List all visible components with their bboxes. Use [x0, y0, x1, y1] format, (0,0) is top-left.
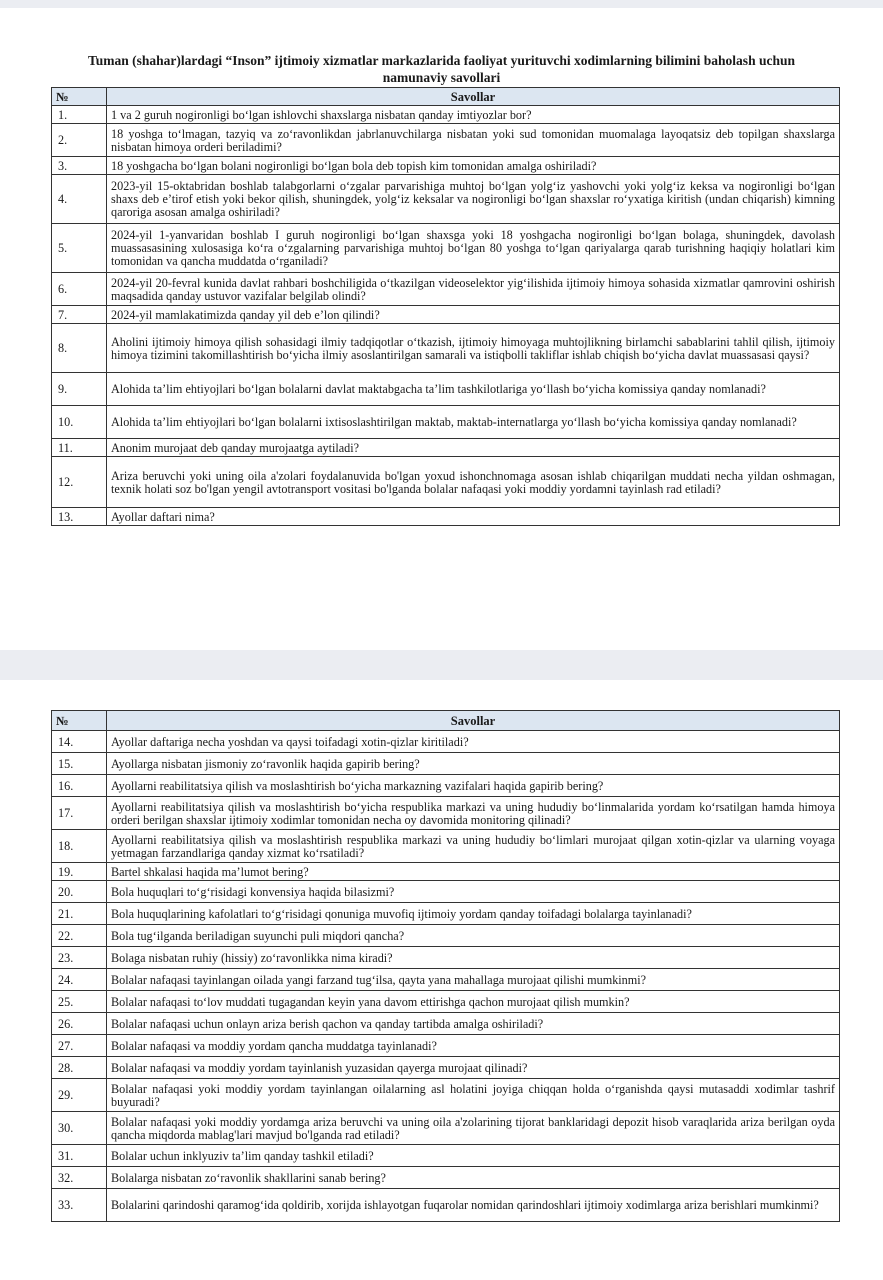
question-number: 19.: [52, 863, 107, 881]
question-number: 22.: [52, 925, 107, 947]
question-number: 24.: [52, 969, 107, 991]
question-number: 9.: [52, 373, 107, 406]
question-text: Bolalar nafaqasi uchun onlayn ariza berish qachon va qanday tartibda amalga oshiriladi?: [107, 1013, 840, 1035]
question-number: 16.: [52, 775, 107, 797]
question-number: 15.: [52, 753, 107, 775]
table-row: [52, 373, 840, 406]
question-text: Ayollarni reabilitatsiya qilish va moslashtirish respublika markazi va uning hududiy bo‘limlari murojaat qilgan xotin-qizlar va ularning voyaga yetmagan farzandlariga qanday xizmat ko‘rsatiladi?: [107, 830, 840, 863]
question-text: 1 va 2 guruh nogironligi bo‘lgan ishlovchi shaxslarga nisbatan qanday imtiyozlar bor?: [107, 106, 840, 124]
question-number: 29.: [52, 1079, 107, 1112]
question-text: Bola huquqlarining kafolatlari to‘g‘risidagi qonuniga muvofiq ijtimoiy yordam qanday toifadagi bolalarga tayinlanadi?: [107, 903, 840, 925]
table-body-1: [52, 106, 840, 526]
question-text: Ariza beruvchi yoki uning oila a'zolari foydalanuvida bo'lgan yoxud ishonchnomaga asosan ishlab chiqarilgan muddati necha yildan oshmagan, texnik holati soz bo'lgan yengil avtotransport vositasi bo'lganda bolalar nafaqasi yoki moddiy yordamni tayinlash rad etiladi?: [107, 457, 840, 508]
question-text: Bolalarini qarindoshi qaramog‘ida qoldirib, xorijda ishlayotgan fuqarolar nomidan qarindoshlari ijtimoiy xodimlarga ariza berishlari mumkinmi?: [107, 1189, 840, 1222]
table-row: [52, 753, 840, 775]
table-row: [52, 947, 840, 969]
table-row: [52, 1035, 840, 1057]
table-row: [52, 508, 840, 526]
question-number: 25.: [52, 991, 107, 1013]
question-number: 3.: [52, 157, 107, 175]
question-text: Alohida ta’lim ehtiyojlari bo‘lgan bolalarni davlat maktabgacha ta’lim tashkilotlariga yo‘llash bo‘yicha komissiya qanday nomlanadi?: [107, 373, 840, 406]
table-row: [52, 881, 840, 903]
table-row: [52, 830, 840, 863]
question-number: 8.: [52, 324, 107, 373]
question-text: 2024-yil mamlakatimizda qanday yil deb e’lon qilindi?: [107, 306, 840, 324]
question-number: 4.: [52, 175, 107, 224]
header-questions: Savollar: [107, 88, 840, 106]
table-row: [52, 457, 840, 508]
table-row: [52, 224, 840, 273]
question-text: Ayollar daftari nima?: [107, 508, 840, 526]
question-text: Bolalar uchun inklyuziv ta’lim qanday tashkil etiladi?: [107, 1145, 840, 1167]
question-number: 14.: [52, 731, 107, 753]
table-header-row: [52, 88, 840, 106]
question-text: Bolaga nisbatan ruhiy (hissiy) zo‘ravonlikka nima kiradi?: [107, 947, 840, 969]
table-row: [52, 863, 840, 881]
table-row: [52, 306, 840, 324]
table-row: [52, 775, 840, 797]
question-number: 5.: [52, 224, 107, 273]
question-number: 2.: [52, 124, 107, 157]
table-header-row: [52, 711, 840, 731]
question-number: 1.: [52, 106, 107, 124]
question-number: 27.: [52, 1035, 107, 1057]
questions-table-1: [51, 87, 840, 526]
question-text: Bolalar nafaqasi va moddiy yordam qancha muddatga tayinlanadi?: [107, 1035, 840, 1057]
question-text: Bartel shkalasi haqida ma’lumot bering?: [107, 863, 840, 881]
table-row: [52, 124, 840, 157]
question-number: 31.: [52, 1145, 107, 1167]
question-text: 18 yoshga to‘lmagan, tazyiq va zo‘ravonlikdan jabrlanuvchilarga nisbatan yoki sud tomonidan muomalaga layoqatsiz deb topilgan shaxslarga nisbatan himoya orderi beriladimi?: [107, 124, 840, 157]
table-row: [52, 324, 840, 373]
question-number: 20.: [52, 881, 107, 903]
header-number: №: [52, 88, 107, 106]
question-number: 10.: [52, 406, 107, 439]
table-row: [52, 439, 840, 457]
question-text: Bola tug‘ilganda beriladigan suyunchi puli miqdori qancha?: [107, 925, 840, 947]
header-number: №: [52, 711, 107, 731]
document-page-1: [0, 8, 883, 650]
question-text: Ayollarni reabilitatsiya qilish va moslashtirish bo‘yicha respublika markazi va uning hududiy bo‘linmalarida yordam ko‘rsatilgan hamda himoya orderi berilgan shaxslar ijtimoiy xodimlar tomonidan necha oy davomida monitoring qilinadi?: [107, 797, 840, 830]
table-row: [52, 731, 840, 753]
question-text: Bolalar nafaqasi yoki moddiy yordam tayinlangan oilalarning asl holatini joyiga chiqqan holda o‘rganishda qaysi mutasaddi xodimlar tashrif buyuradi?: [107, 1079, 840, 1112]
table-row: [52, 1112, 840, 1145]
document-page-2: [0, 680, 883, 1280]
question-number: 17.: [52, 797, 107, 830]
table-row: [52, 903, 840, 925]
question-number: 33.: [52, 1189, 107, 1222]
table-row: [52, 106, 840, 124]
table-row: [52, 273, 840, 306]
table-row: [52, 1145, 840, 1167]
question-number: 11.: [52, 439, 107, 457]
question-text: Ayollarga nisbatan jismoniy zo‘ravonlik haqida gapirib bering?: [107, 753, 840, 775]
question-text: 2024-yil 1-yanvaridan boshlab I guruh nogironligi bo‘lgan shaxsga yoki 18 yoshgacha nogironligi bo‘lgan bolaga, shuningdek, davolash muassasasining xulosasiga ko‘ra o‘zgalarning parvarishiga muhtoj bo‘lgan 80 yoshga to‘lgan qariyalarga qarab turishning haqiqiy holatlari kim tomonidan va qancha muddatda o‘rganiladi?: [107, 224, 840, 273]
question-text: Bolalar nafaqasi to‘lov muddati tugagandan keyin yana davom ettirishga qachon murojaat qilish mumkin?: [107, 991, 840, 1013]
question-text: Aholini ijtimoiy himoya qilish sohasidagi ilmiy tadqiqotlar o‘tkazish, ijtimoiy himoyaga muhtojlikning birlamchi sabablarini tahlil qilish, ijtimoiy himoya tizimini takomillashtirish bo‘yicha ilmiy asoslantirilgan samarali va istiqbolli takliflar ishlab chiqish bo‘yicha davlat muassasasi qaysi?: [107, 324, 840, 373]
question-text: Bolalar nafaqasi tayinlangan oilada yangi farzand tug‘ilsa, qayta yana mahallaga murojaat qilishi mumkinmi?: [107, 969, 840, 991]
question-text: Bolalar nafaqasi va moddiy yordam tayinlanish yuzasidan qayerga murojaat qilinadi?: [107, 1057, 840, 1079]
question-number: 6.: [52, 273, 107, 306]
table-body-2: [52, 731, 840, 1222]
question-number: 13.: [52, 508, 107, 526]
question-text: Ayollarni reabilitatsiya qilish va moslashtirish bo‘yicha markazning vazifalari haqida gapirib bering?: [107, 775, 840, 797]
table-row: [52, 1079, 840, 1112]
question-number: 30.: [52, 1112, 107, 1145]
question-text: 18 yoshgacha bo‘lgan bolani nogironligi bo‘lgan bola deb topish kim tomonidan amalga oshiriladi?: [107, 157, 840, 175]
question-text: Bolalarga nisbatan zo‘ravonlik shakllarini sanab bering?: [107, 1167, 840, 1189]
question-text: Anonim murojaat deb qanday murojaatga aytiladi?: [107, 439, 840, 457]
header-questions: Savollar: [107, 711, 840, 731]
table-row: [52, 406, 840, 439]
table-row: [52, 157, 840, 175]
document-title: Tuman (shahar)lardagi “Inson” ijtimoiy xizmatlar markazlarida faoliyat yurituvchi xodimlarning bilimini baholash uchun namunaviy savollari: [88, 53, 795, 85]
question-number: 18.: [52, 830, 107, 863]
questions-table-2: [51, 710, 840, 1222]
table-row: [52, 925, 840, 947]
table-row: [52, 797, 840, 830]
question-number: 26.: [52, 1013, 107, 1035]
question-number: 12.: [52, 457, 107, 508]
table-row: [52, 1013, 840, 1035]
question-number: 7.: [52, 306, 107, 324]
question-text: 2024-yil 20-fevral kunida davlat rahbari boshchiligida o‘tkazilgan videoselektor yig‘ilishida ijtimoiy himoya sohasida xizmatlar qamrovini oshirish maqsadida qanday ustuvor vazifalar belgilab olindi?: [107, 273, 840, 306]
question-number: 21.: [52, 903, 107, 925]
table-row: [52, 1057, 840, 1079]
question-text: Bola huquqlari to‘g‘risidagi konvensiya haqida bilasizmi?: [107, 881, 840, 903]
table-row: [52, 1167, 840, 1189]
question-number: 32.: [52, 1167, 107, 1189]
table-row: [52, 1189, 840, 1222]
question-number: 28.: [52, 1057, 107, 1079]
question-text: Bolalar nafaqasi yoki moddiy yordamga ariza beruvchi va uning oila a'zolarining tijorat banklaridagi depozit hisob varaqlarida ariza berilgan oyda qancha miqdorda mablag'lari mavjud bo'lganda rad etiladi?: [107, 1112, 840, 1145]
question-text: Ayollar daftariga necha yoshdan va qaysi toifadagi xotin-qizlar kiritiladi?: [107, 731, 840, 753]
question-text: 2023-yil 15-oktabridan boshlab talabgorlarni o‘zgalar parvarishiga muhtoj bo‘lgan yolg‘iz yashovchi yoki yolg‘iz keksa va nogironligi bo‘lgan shaxs deb e’tirof etish yoki bekor qilish, shuningdek, yolg‘iz keksalar va nogironligi bo‘lgan shaxslar ro‘yxatiga kiritish (undan chiqarish) kimning qaroriga asosan amalga oshiriladi?: [107, 175, 840, 224]
table-row: [52, 991, 840, 1013]
table-row: [52, 175, 840, 224]
table-row: [52, 969, 840, 991]
question-number: 23.: [52, 947, 107, 969]
question-text: Alohida ta’lim ehtiyojlari bo‘lgan bolalarni ixtisoslashtirilgan maktab, maktab-internatlarga yo‘llash bo‘yicha komissiya qanday nomlanadi?: [107, 406, 840, 439]
